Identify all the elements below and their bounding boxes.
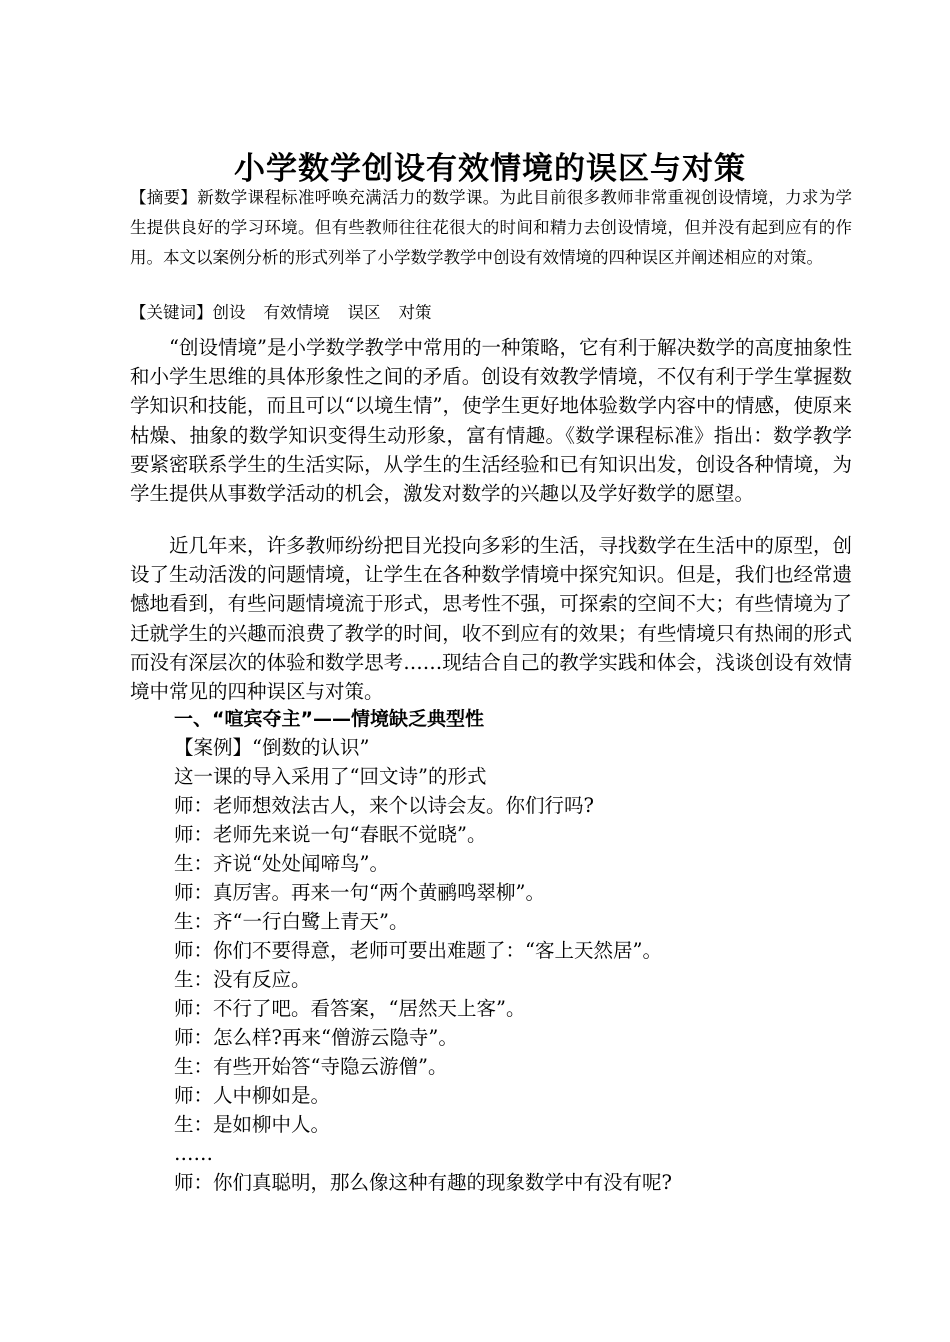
keyword-item: 误区 xyxy=(347,303,381,322)
case-line: 师：人中柳如是。 xyxy=(174,1084,331,1107)
case-line: 这一课的导入采用了“回文诗”的形式 xyxy=(174,765,487,788)
keyword-item: 有效情境 xyxy=(263,303,330,322)
case-line: 【案例】“倒数的认识” xyxy=(174,736,370,759)
body-paragraph: 近几年来，许多教师纷纷把目光投向多彩的生活，寻找数学在生活中的原型，创设了生动活泼的问题情境，让学生在各种数学情境中探究知识。但是，我们也经常遗憾地看到，有些问题情境流于形式，思考性不强，可探索的空间不大；有些情境为了迁就学生的兴趣而浪费了教学的时间，收不到应有的效果；有些情境只有热闹的形式而没有深层次的体验和数学思考……现结合自己的教学实践和体会，浅谈创设有效情境中常见的四种误区与对策。 xyxy=(130,534,852,704)
case-line: 生：有些开始答“寺隐云游僧”。 xyxy=(174,1055,448,1078)
keywords-line xyxy=(130,298,852,328)
case-line: 生：齐说“处处闻啼鸟”。 xyxy=(174,852,389,875)
keywords-label: 【关键词】 xyxy=(130,303,213,322)
case-line: 生：是如柳中人。 xyxy=(174,1113,331,1136)
abstract-paragraph: 【摘要】新数学课程标准呼唤充满活力的数学课。为此目前很多教师非常重视创设情境，力求为学生提供良好的学习环境。但有些教师往往花很大的时间和精力去创设情境，但并没有起到应有的作用。本文以案例分析的形式列举了小学数学教学中创设有效情境的四种误区并阐述相应的对策。 xyxy=(130,188,852,267)
case-line: 生：齐“一行白鹭上青天”。 xyxy=(174,910,409,933)
case-line: 师：怎么样?再来“僧游云隐寺”。 xyxy=(174,1026,458,1049)
case-line: 师：你们不要得意，老师可要出难题了：“客上天然居”。 xyxy=(174,939,662,962)
keyword-item: 对策 xyxy=(398,303,432,322)
section-heading: 一、“喧宾夺主”——情境缺乏典型性 xyxy=(174,708,484,730)
case-line: 师：不行了吧。看答案，“居然天上客”。 xyxy=(174,997,526,1020)
keyword-item: 创设 xyxy=(212,303,246,322)
case-line: 师：老师想效法古人，来个以诗会友。你们行吗? xyxy=(174,794,594,817)
case-line: …… xyxy=(174,1142,213,1165)
case-line: 师：你们真聪明，那么像这种有趣的现象数学中有没有呢? xyxy=(174,1171,672,1194)
case-line: 生：没有反应。 xyxy=(174,968,311,991)
case-line: 师：真厉害。再来一句“两个黄鹂鸣翠柳”。 xyxy=(174,881,545,904)
page-title: 小学数学创设有效情境的误区与对策 xyxy=(234,150,746,187)
case-line: 师：老师先来说一句“春眠不觉晓”。 xyxy=(174,823,487,846)
body-paragraph: “创设情境”是小学数学教学中常用的一种策略，它有利于解决数学的高度抽象性和小学生思维的具体形象性之间的矛盾。创设有效教学情境，不仅有利于学生掌握数学知识和技能，而且可以“以境生情”，使学生更好地体验数学内容中的情感，使原来枯燥、抽象的数学知识变得生动形象，富有情趣。《数学课程标准》指出：数学教学要紧密联系学生的生活实际，从学生的生活经验和已有知识出发，创设各种情境，为学生提供从事数学活动的机会，激发对数学的兴趣以及学好数学的愿望。 xyxy=(130,336,852,506)
case-dialogue xyxy=(174,733,854,1197)
